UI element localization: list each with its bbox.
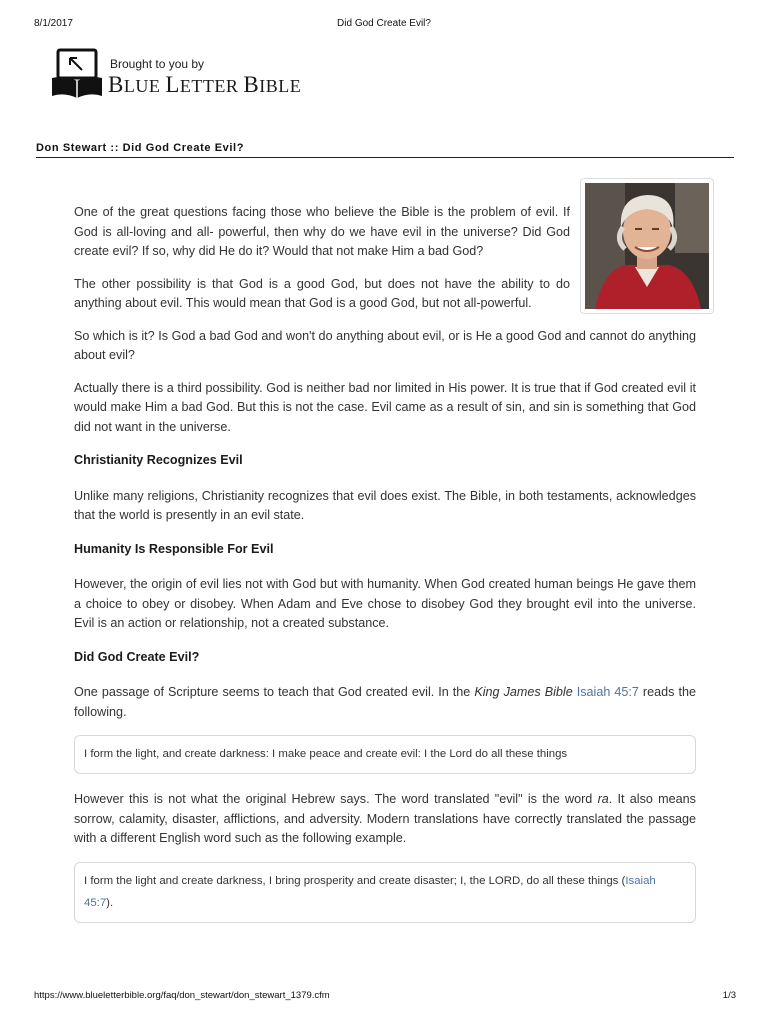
section-paragraph-christianity: Unlike many religions, Christianity recognizes that evil does exist. The Bible, in both testaments, acknowledges that the world is presently in an evil state. xyxy=(74,488,696,522)
section-heading-christianity: Christianity Recognizes Evil xyxy=(74,453,243,467)
intro-paragraph-2: The other possibility is that God is a good God, but does not have the ability to do anything about evil. This would mean that God is a good God, but not all-powerful. xyxy=(74,276,570,310)
print-url: https://www.blueletterbible.org/faq/don_stewart/don_stewart_1379.cfm xyxy=(34,990,330,1001)
blue-letter-bible-logo[interactable] xyxy=(50,48,340,104)
intro-paragraph-1: One of the great questions facing those who believe the Bible is the problem of evil. If God is all-loving and all- powerful, then why do we have evil in the universe? Did God create evil? If so, why did He do it? Would that not make Him a bad God? xyxy=(74,205,570,258)
scripture-quote-modern: I form the light and create darkness, I bring prosperity and create disaster; I, the LORD, do all these things (Isaiah 45:7). xyxy=(74,862,696,923)
intro-paragraph-3: So which is it? Is God a bad God and won't do anything about evil, or is He a good God and cannot do anything about evil? xyxy=(74,328,696,362)
print-header xyxy=(34,18,734,32)
print-title: Did God Create Evil? xyxy=(337,18,431,29)
scripture-link-isaiah-45-7[interactable]: Isaiah 45:7 xyxy=(576,685,639,699)
scripture-quote-kjv: I form the light, and create darkness: I make peace and create evil: I the Lord do all these things xyxy=(74,735,696,774)
intro-paragraph-4: Actually there is a third possibility. God is neither bad nor limited in His power. It is true that if God created evil it would make Him a bad God. But this is not the case. Evil came as a result of sin, and sin is something that God did not want in the universe. xyxy=(74,380,696,434)
brand-tagline: Brought to you by xyxy=(110,57,205,71)
article-title: Don Stewart :: Did God Create Evil? xyxy=(36,142,734,158)
brand-name: BLUE LETTER BIBLE xyxy=(108,72,302,97)
section-heading-humanity: Humanity Is Responsible For Evil xyxy=(74,541,274,556)
print-date: 8/1/2017 xyxy=(34,18,73,29)
print-footer xyxy=(34,990,736,1002)
section-paragraph-hebrew: However this is not what the original Hebrew says. The word translated "evil" is the word ra. It also means sorrow, calamity, disaster, afflictions, and adversity. Modern translations have correctly translated the passage with a different English word such as the following example. xyxy=(74,792,696,845)
section-heading-did-god-create-evil: Did God Create Evil? xyxy=(74,649,200,664)
section-paragraph-kjv: One passage of Scripture seems to teach that God created evil. In the King James Bible Isaiah 45:7 reads the following. xyxy=(74,685,696,719)
article-body xyxy=(74,203,696,939)
print-page-number: 1/3 xyxy=(722,990,736,1001)
scripture-link-isaiah-45-7-quote[interactable]: Isaiah 45:7 xyxy=(84,874,656,909)
open-book-laptop-icon xyxy=(50,48,104,104)
section-paragraph-humanity: However, the origin of evil lies not with God but with humanity. When God created human beings He gave them a choice to obey or disobey. When Adam and Eve chose to disobey God they brought evil into the universe. Evil is an action or relationship, not a created substance. xyxy=(74,577,696,630)
